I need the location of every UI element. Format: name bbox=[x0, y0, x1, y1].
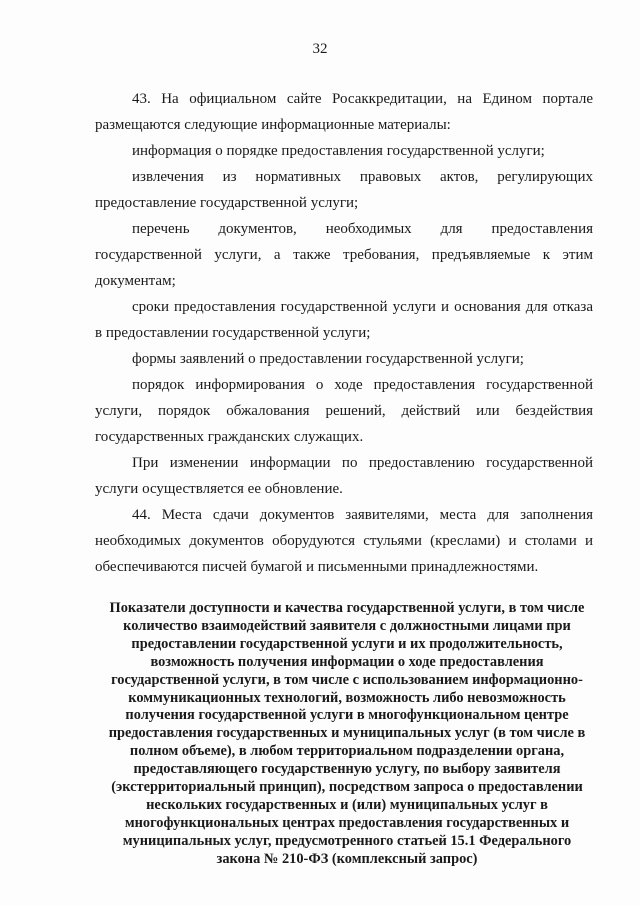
list-item-legal-extracts: извлечения из нормативных правовых актов, регулирующих предоставление государственной услуги; bbox=[95, 169, 593, 211]
body-text bbox=[95, 86, 593, 580]
heading-line: многофункциональных центрах предоставления государственных и bbox=[124, 814, 570, 831]
heading-line: (экстерриториальный принцип), посредством запроса о предоставлении bbox=[111, 779, 583, 796]
heading-line: возможность получения информации о ходе предоставления bbox=[150, 653, 544, 670]
section-heading bbox=[92, 600, 602, 869]
list-item-deadlines: сроки предоставления государственной услуги и основания для отказа в предоставлении государственной услуги; bbox=[95, 299, 593, 341]
heading-line: государственной услуги, в том числе с использованием информационно- bbox=[111, 671, 583, 688]
paragraph-43-intro: 43. На официальном сайте Росаккредитации, на Едином портале размещаются следующие информационные материалы: bbox=[95, 91, 593, 133]
heading-line: предоставлении государственной услуги и их продолжительность, bbox=[131, 635, 563, 652]
heading-line: муниципальных услуг, предусмотренного статьей 15.1 Федерального bbox=[122, 832, 572, 849]
heading-line: предоставления государственных и муниципальных услуг (в том числе в bbox=[108, 725, 586, 742]
heading-line: нескольких государственных и (или) муниципальных услуг в bbox=[146, 796, 548, 813]
paragraph-update-info: При изменении информации по предоставлению государственной услуги осуществляется ее обновление. bbox=[95, 455, 593, 497]
heading-line: полном объеме), в любом территориальном подразделении органа, bbox=[129, 743, 565, 760]
page-number: 32 bbox=[312, 41, 328, 57]
list-item-application-forms: формы заявлений о предоставлении государственной услуги; bbox=[132, 351, 524, 367]
list-item-service-procedure: информация о порядке предоставления государственной услуги; bbox=[132, 143, 545, 159]
heading-line: получения государственной услуги в многофункциональном центре bbox=[125, 707, 569, 724]
heading-line: количество взаимодействий заявителя с должностными лицами при bbox=[123, 617, 571, 634]
heading-line: коммуникационных технологий, возможность либо невозможность bbox=[128, 689, 566, 706]
list-item-documents-list: перечень документов, необходимых для предоставления государственной услуги, а также требования, предъявляемые к этим документам; bbox=[95, 221, 593, 289]
heading-line: закона № 210-ФЗ (комплексный запрос) bbox=[216, 850, 478, 867]
heading-line: Показатели доступности и качества государственной услуги, в том числе bbox=[109, 600, 585, 616]
list-item-informing-procedure: порядок информирования о ходе предоставления государственной услуги, порядок обжалования решений, действий или бездействия государственных гражданских служащих. bbox=[95, 377, 593, 445]
heading-line: предоставляющего государственную услугу, по выбору заявителя bbox=[133, 761, 561, 778]
paragraph-44: 44. Места сдачи документов заявителями, места для заполнения необходимых документов оборудуются стульями (креслами) и столами и обеспечиваются писчей бумагой и письменными принадлежностями. bbox=[95, 507, 593, 575]
